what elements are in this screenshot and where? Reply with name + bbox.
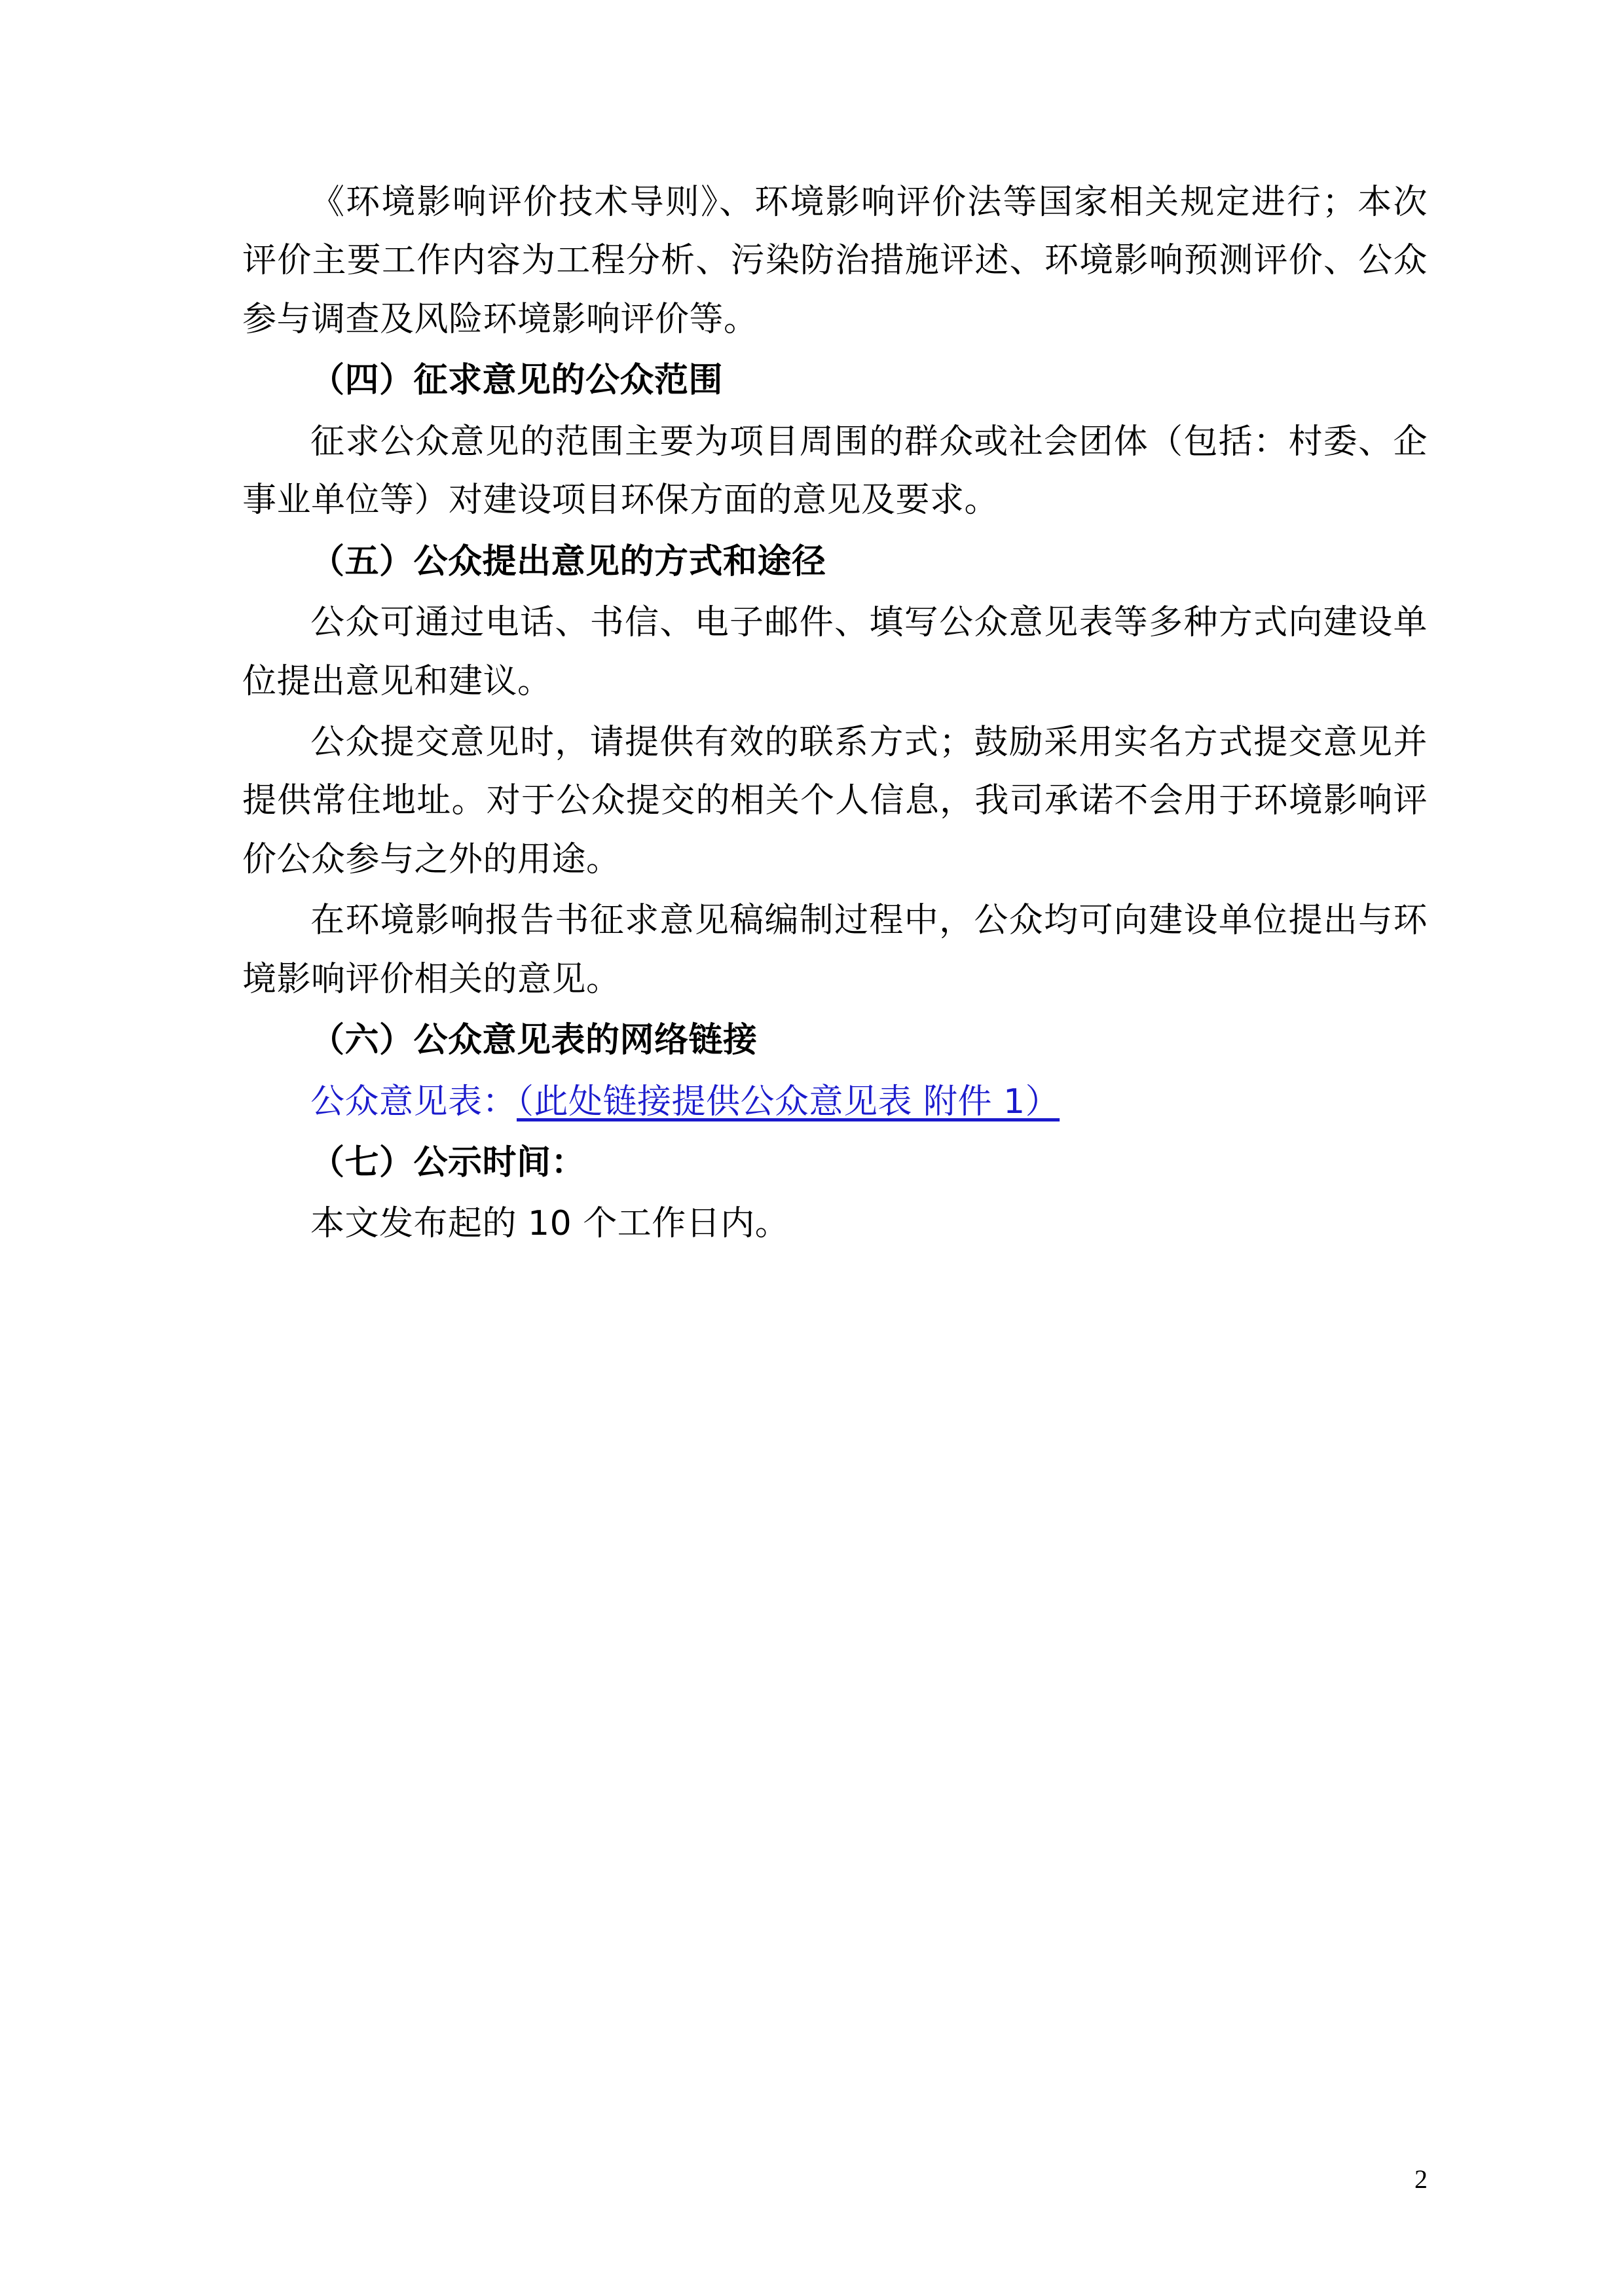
heading-section-six: （六）公众意见表的网络链接 xyxy=(310,1021,758,1061)
paragraph-publicity-duration: 本文发布起的 10 个工作日内。 xyxy=(310,1204,790,1244)
heading-section-five: （五）公众提出意见的方式和途径 xyxy=(310,541,826,581)
paragraph-opinion-channels: 公众可通过电话、书信、电子邮件、填写公众意见表等多种方式向建设单位提出意见和建议。 xyxy=(242,603,1428,701)
paragraph-form-link xyxy=(242,1073,1428,1131)
page-number: 2 xyxy=(1414,2164,1428,2194)
paragraph-intro: 《环境影响评价技术导则》、环境影响评价法等国家相关规定进行；本次评价主要工作内容为工程分析、污染防治措施评述、环境影响预测评价、公众参与调查及风险环境影响评价等。 xyxy=(242,183,1428,339)
document-body xyxy=(242,173,1428,1254)
form-link-label: 公众意见表： xyxy=(310,1082,517,1121)
paragraph-public-scope: 征求公众意见的范围主要为项目周围的群众或社会团体（包括：村委、企事业单位等）对建设项目环保方面的意见及要求。 xyxy=(242,422,1428,520)
heading-section-four: （四）征求意见的公众范围 xyxy=(310,361,724,401)
heading-section-seven: （七）公示时间： xyxy=(310,1143,586,1182)
paragraph-privacy-notice: 公众提交意见时，请提供有效的联系方式；鼓励采用实名方式提交意见并提供常住地址。对于公众提交的相关个人信息，我司承诺不会用于环境影响评价公众参与之外的用途。 xyxy=(242,722,1428,879)
public-opinion-form-link[interactable]: （此处链接提供公众意见表 附件 1） xyxy=(517,1082,1060,1121)
paragraph-draft-period: 在环境影响报告书征求意见稿编制过程中，公众均可向建设单位提出与环境影响评价相关的意见。 xyxy=(242,901,1428,999)
